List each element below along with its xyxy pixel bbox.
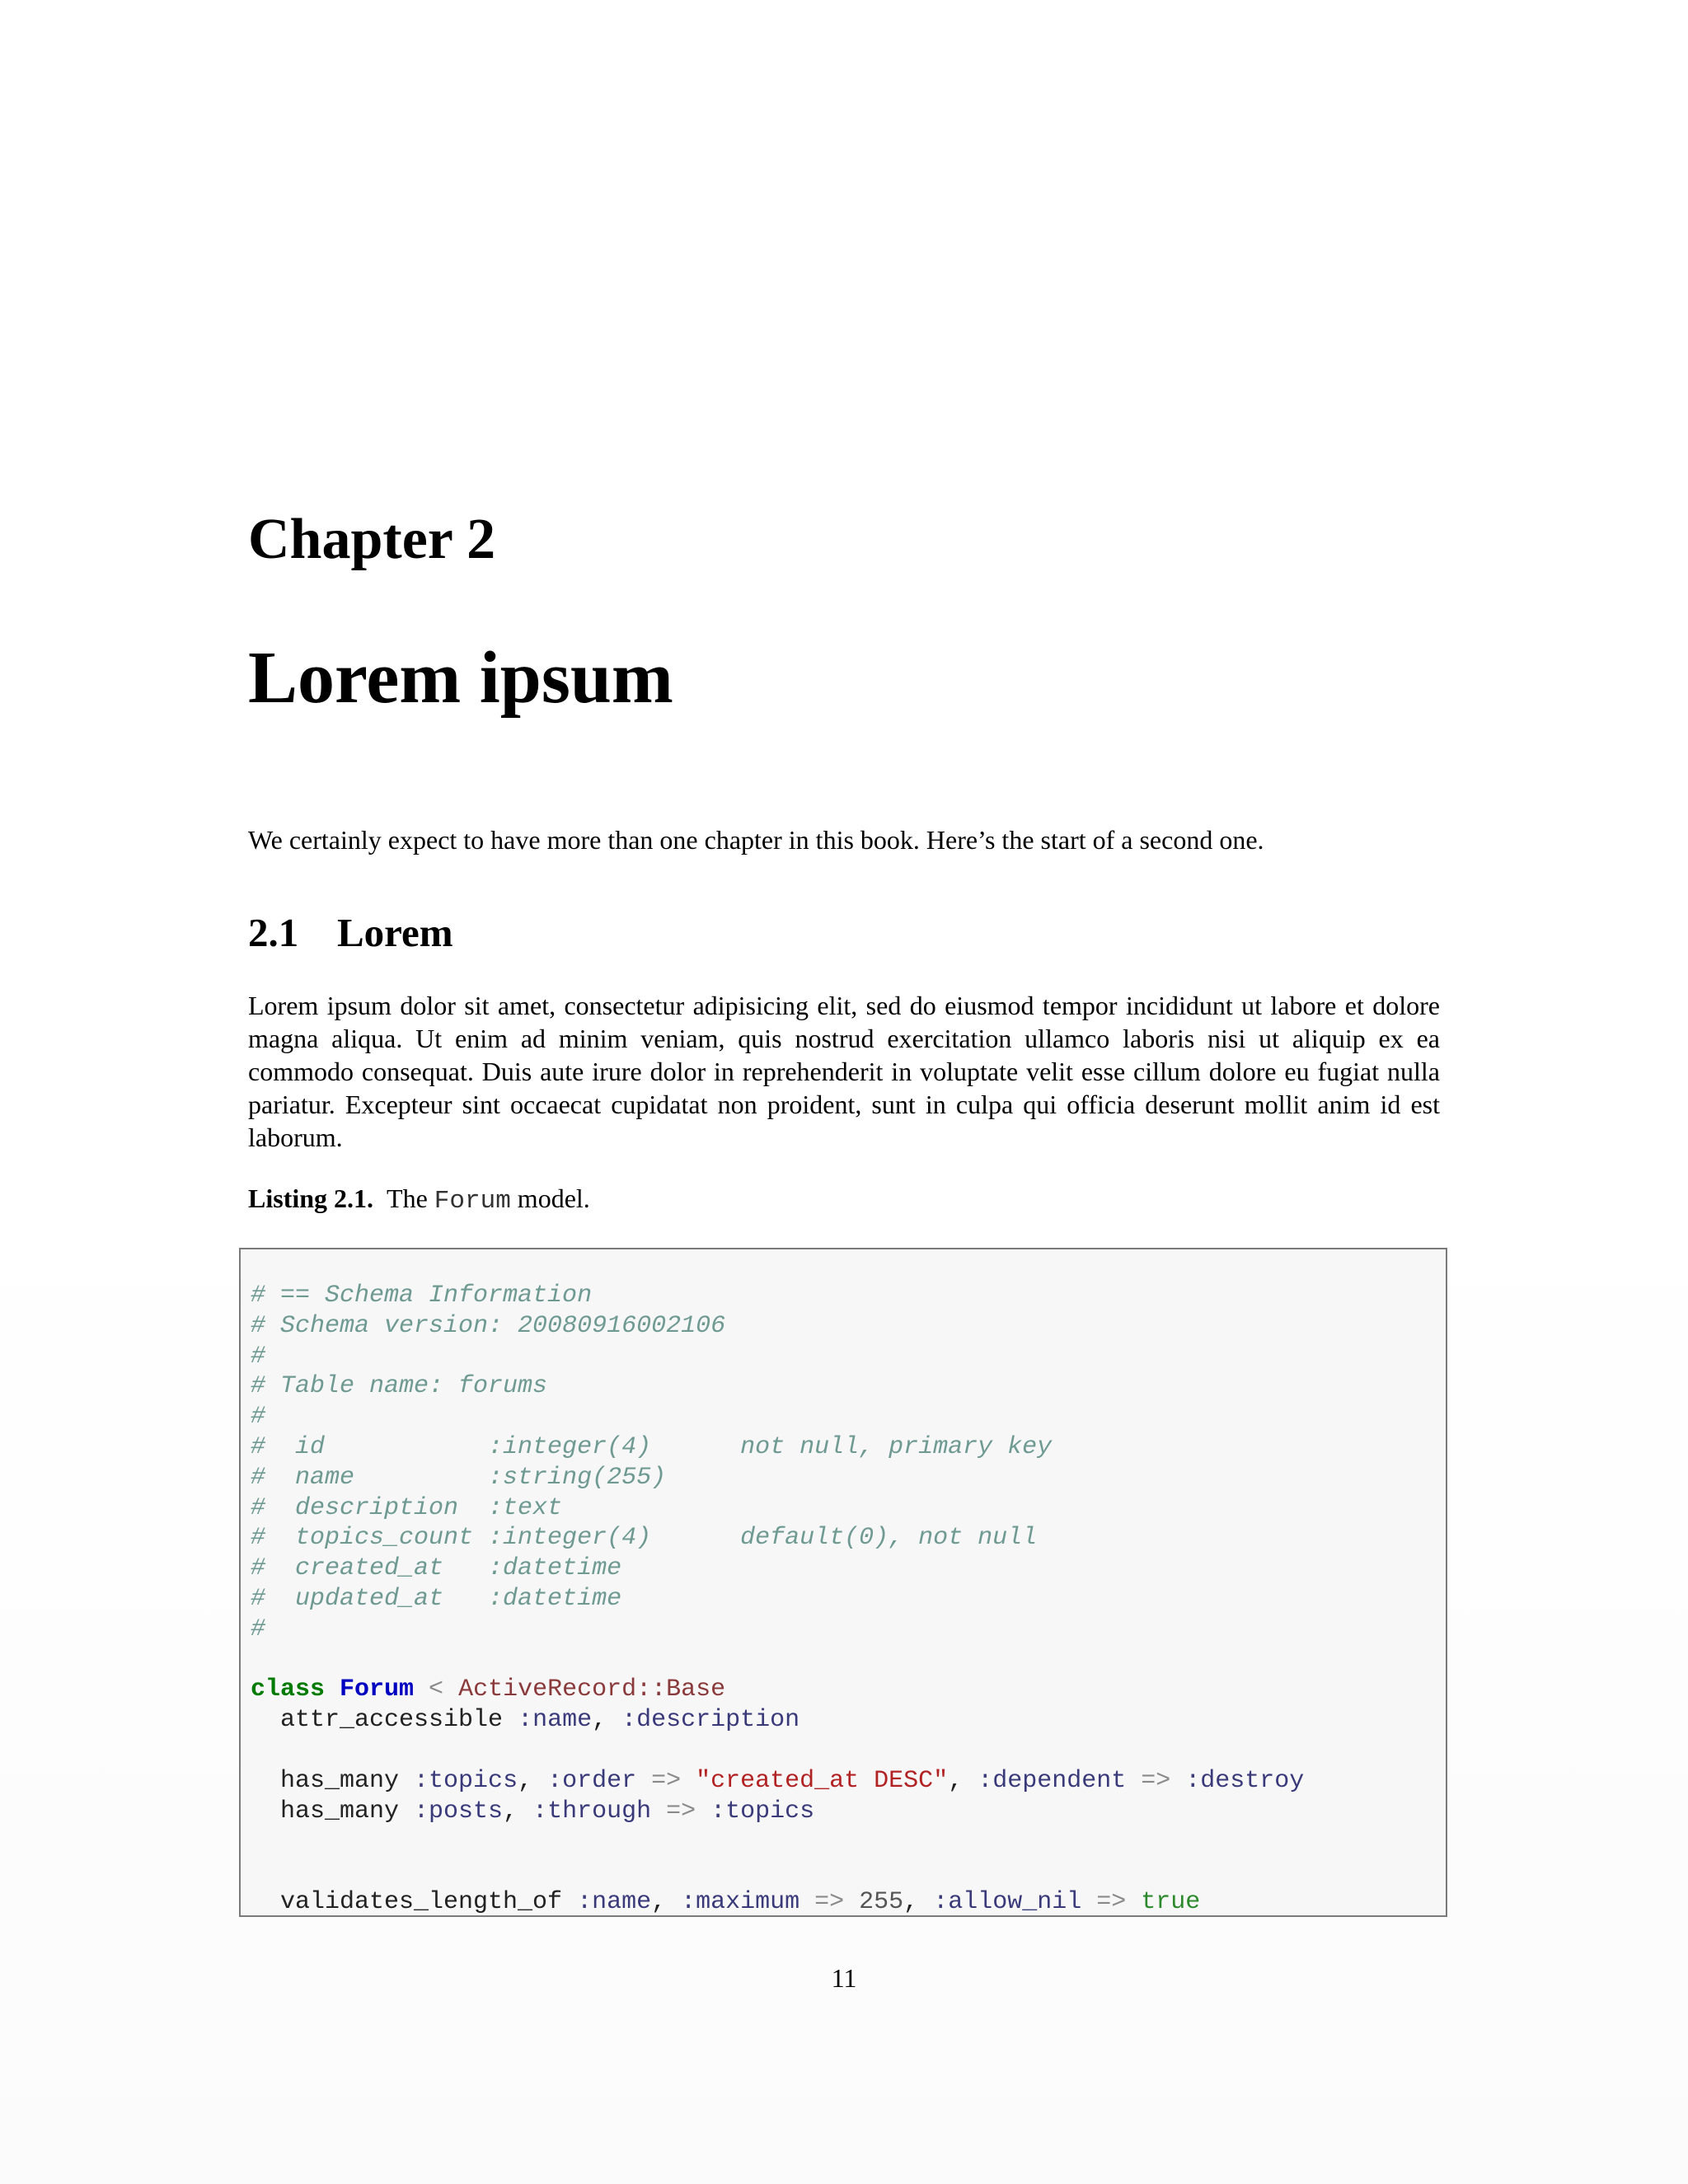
code-token: , xyxy=(503,1797,533,1825)
code-token: has_many xyxy=(251,1766,415,1795)
code-token: has_many xyxy=(251,1797,415,1825)
listing-caption-code: Forum xyxy=(434,1187,511,1216)
code-token: 255 xyxy=(859,1887,904,1916)
code-token: :through xyxy=(532,1797,652,1825)
code-token: :allow_nil xyxy=(933,1887,1082,1916)
code-token: , xyxy=(518,1766,548,1795)
code-line xyxy=(251,1615,1304,1645)
code-token: # description :text xyxy=(251,1493,563,1522)
code-line xyxy=(251,1493,1304,1524)
code-line xyxy=(251,1311,1304,1342)
code-line xyxy=(251,1797,1304,1827)
code-token: # xyxy=(251,1342,266,1371)
code-line xyxy=(251,1281,1304,1311)
code-token xyxy=(325,1675,340,1704)
code-token: < xyxy=(414,1675,459,1704)
code-token: :name xyxy=(577,1887,652,1916)
code-line xyxy=(251,1645,1304,1675)
page-number: 11 xyxy=(831,1963,857,1993)
code-token: # xyxy=(251,1615,266,1643)
code-line xyxy=(251,1523,1304,1554)
intro-paragraph: We certainly expect to have more than one chapter in this book. Here’s the start of a second one. xyxy=(248,825,1264,855)
code-token: true xyxy=(1141,1887,1201,1916)
code-token: => xyxy=(636,1766,696,1795)
code-token: # == Schema Information xyxy=(251,1282,593,1310)
code-line xyxy=(251,1584,1304,1615)
code-line xyxy=(251,1857,1304,1887)
code-line xyxy=(251,1402,1304,1432)
code-token: # id :integer(4) not null, primary key xyxy=(251,1432,1053,1461)
code-line xyxy=(251,1463,1304,1493)
section-heading xyxy=(248,912,453,953)
section-paragraph: Lorem ipsum dolor sit amet, consectetur adipisicing elit, sed do eiusmod tempor incididunt ut labore et dolore magna aliqua. Ut enim ad minim veniam, quis nostrud exercitation ullamco laboris nisi ut aliquip ex ea commodo consequat. Duis aute irure dolor in reprehenderit in voluptate velit esse cillum dolore eu fugiat nulla pariatur. Excepteur sint occaecat cupidatat non proident, sunt in culpa qui officia deserunt mollit anim id est laborum. xyxy=(248,991,1440,1152)
code-token: # topics_count :integer(4) default(0), not null xyxy=(251,1524,1038,1553)
code-token: :topics xyxy=(710,1797,815,1825)
chapter-title: Lorem ipsum xyxy=(248,637,673,719)
code-token: :destroy xyxy=(1185,1766,1305,1795)
code-line xyxy=(251,1766,1304,1797)
listing-caption-label: Listing 2.1. xyxy=(248,1183,374,1213)
code-token: :maximum xyxy=(681,1887,800,1916)
code-line xyxy=(251,1371,1304,1402)
listing-caption-post: model. xyxy=(517,1183,590,1213)
section-title: Lorem xyxy=(337,910,453,955)
code-token: :name xyxy=(518,1706,593,1735)
code-token: , xyxy=(592,1706,622,1735)
code-line xyxy=(251,1736,1304,1766)
code-token: # created_at :datetime xyxy=(251,1554,622,1583)
code-line xyxy=(251,1675,1304,1705)
code-block xyxy=(251,1281,1304,1917)
code-token: # Table name: forums xyxy=(251,1372,548,1401)
code-token: :description xyxy=(621,1706,800,1735)
code-token: :posts xyxy=(414,1797,504,1825)
code-token: attr_accessible xyxy=(251,1706,518,1735)
code-listing xyxy=(239,1248,1447,1917)
code-token: => xyxy=(1081,1887,1142,1916)
code-token: => xyxy=(799,1887,860,1916)
code-line xyxy=(251,1554,1304,1584)
code-line xyxy=(251,1887,1304,1917)
code-line xyxy=(251,1432,1304,1463)
chapter-label: Chapter 2 xyxy=(248,508,496,571)
code-token: , xyxy=(948,1766,978,1795)
section-number: 2.1 xyxy=(248,910,299,955)
code-line xyxy=(251,1705,1304,1736)
code-token: Forum xyxy=(340,1675,415,1704)
code-token: :order xyxy=(547,1766,637,1795)
listing-caption xyxy=(248,1182,590,1218)
code-token: # Schema version: 20080916002106 xyxy=(251,1311,726,1340)
code-token: # updated_at :datetime xyxy=(251,1584,622,1613)
code-token: # name :string(255) xyxy=(251,1463,667,1492)
code-token: :topics xyxy=(414,1766,518,1795)
code-token: => xyxy=(1126,1766,1186,1795)
code-token: , xyxy=(651,1887,682,1916)
code-token: :dependent xyxy=(978,1766,1127,1795)
code-token: validates_length_of xyxy=(251,1887,578,1916)
code-token: "created_at DESC" xyxy=(696,1766,949,1795)
listing-caption-pre: The xyxy=(387,1183,428,1213)
code-token: ActiveRecord::Base xyxy=(458,1675,726,1704)
code-token: , xyxy=(903,1887,934,1916)
code-line xyxy=(251,1826,1304,1857)
code-token: class xyxy=(251,1675,326,1704)
code-token: => xyxy=(651,1797,711,1825)
code-line xyxy=(251,1342,1304,1372)
code-token: # xyxy=(251,1403,266,1432)
